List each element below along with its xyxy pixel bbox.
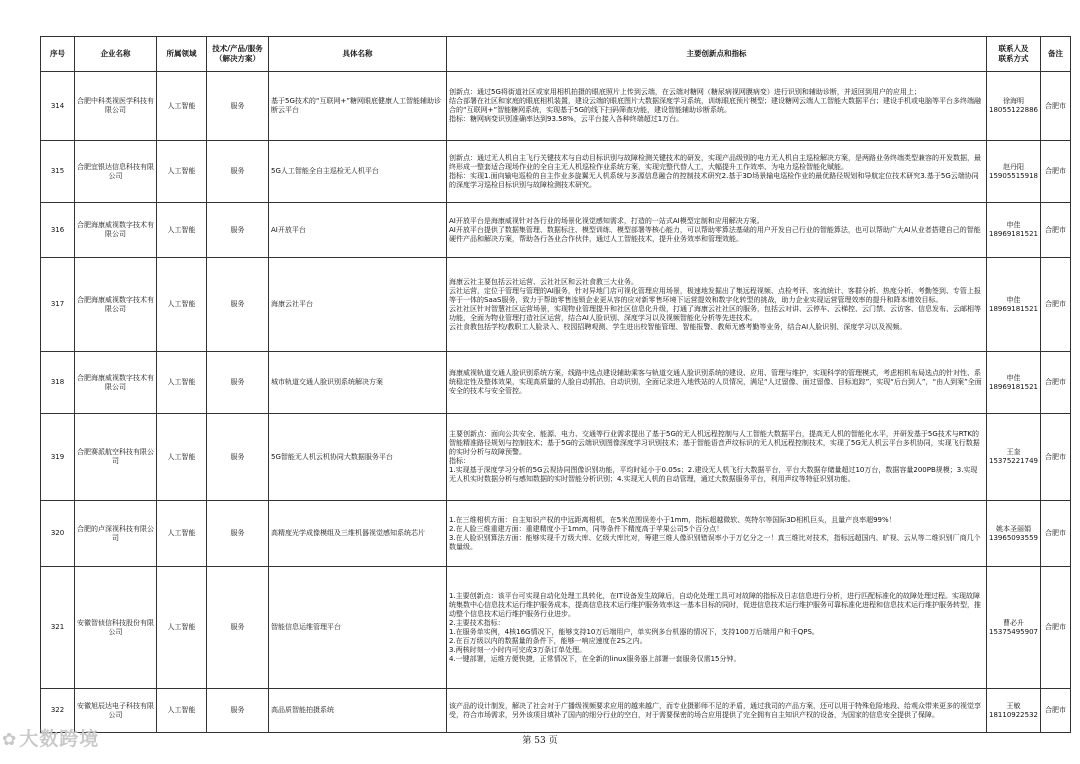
cell-detail: 1.在三维相机方面：自主知识产权的中远距离相机，在5米范围误差小于1mm，指标超越微软、英特尔等国际3D相机巨头，且量产良率超99%！ 2.在人脸三维重建方面：重建精度小于1mm，同等条件下精度高于苹果公司5个百分点！ 3.在人脸识别算法方面：能够实现千万级大库、亿级大库比对，筹建三维人像识别错误率小于万亿分之一！真三维比对技术，指标远超国内、旷视、云从等二维识别厂商几个数量级。: [447, 501, 987, 567]
header-type: 技术/产品/服务 （解决方案）: [207, 37, 269, 72]
cell-field: 人工智能: [157, 258, 207, 352]
header-name: 具体名称: [269, 37, 447, 72]
cell-detail: 该产品的设计制发，解决了社会对于广播级视频要求应用的越来越广，而专业摄影师不足的矛盾，通过我司的产品方案，还可以用于特殊危险地段、给观众带来更多的视觉享受，符合市场需求，另外该项目填补了国内的细分行业的空白，对于需要保密的场合应用提供了完全拥有自主知识产权的设备，为国家的信息安全提供了保障。: [447, 689, 987, 733]
header-seq: 序号: [41, 37, 75, 72]
header-company: 企业名称: [75, 37, 157, 72]
watermark-text: 大数跨境: [19, 728, 100, 750]
cell-name: 城市轨道交通人脸识别系统解决方案: [269, 352, 447, 414]
cell-company: 安徽智侦信科技股份有限公司: [75, 567, 157, 689]
table-row: [41, 203, 1071, 258]
contact-phone: 15905515918: [989, 171, 1038, 180]
header-innovation: 主要创新点和指标: [447, 37, 987, 72]
cell-name: AI开放平台: [269, 203, 447, 258]
cell-detail: AI开放平台是海康威视针对各行业的场景化视觉感知需求，打造的一站式AI模型定制和应用解决方案。 AI开放平台提供了数据集管理、数据标注、模型训练、模型部署等核心能力，可以帮助零算法基础的用户开发自己行业的智能算法，也可以帮助广大AI从业者搭建自己的智能硬件产品和解决方案，帮助各行各业合作伙伴，通过人工智能技术，提升业务效率和管理效能。: [447, 203, 987, 258]
cell-detail: 创新点：通过无人机自主飞行关键技术与自动目标识别与故障检测关键技术的研发，实现产品级别的电力无人机自主巡检解决方案，是两路业务终端类型兼容的开发数据，最终形成一整套适合现场作业的全自主无人机巡检作业系统方案，实现完整代替人工，大幅提升工作效率、为电力巡检智能化赋能。 指标：实现1.面向输电巡检的自主作业多旋翼无人机系统与多源信息融合的控制技术研究2.基于3D场景输电巡检作业的最优路径规划和导航定位技术研究3.基于5G云端协同的深度学习巡检目标识别与故障检测技术研究。: [447, 141, 987, 203]
table-row: [41, 258, 1071, 352]
cell-seq: 317: [41, 258, 75, 352]
cell-name: 高品质智能拍摄系统: [269, 689, 447, 733]
cell-type: 服务: [207, 141, 269, 203]
contact-name: 王敏: [1006, 701, 1021, 710]
page-number: 第 53 页: [522, 736, 558, 746]
contact-phone: 15375221749: [989, 457, 1038, 465]
table-header-row: [41, 37, 1071, 72]
cell-company: 安徽旭辰达电子科技有限公司: [75, 689, 157, 733]
cell-type: 服务: [207, 414, 269, 501]
table-row: [41, 567, 1071, 689]
contact-phone: 15375495907: [989, 627, 1038, 636]
wm-brand-icon: ✿: [2, 730, 18, 750]
contact-name: 赵丹阳: [1003, 162, 1024, 171]
cell-contact: [987, 141, 1041, 203]
contact-name: 姚本圣丽娟: [996, 524, 1031, 533]
cell-field: 人工智能: [157, 567, 207, 689]
cell-name: 基于5G技术的“互联网+”糖网眼底健康人工智能辅助诊断云平台: [269, 72, 447, 141]
cell-type: 服务: [207, 501, 269, 567]
cell-field: 人工智能: [157, 72, 207, 141]
contact-name: 申佳: [1006, 295, 1021, 304]
enterprise-table: [40, 36, 1071, 733]
table-row: [41, 501, 1071, 567]
cell-note: 合肥市: [1041, 567, 1071, 689]
cell-company: 合肥海康威视数字技术有限公司: [75, 352, 157, 414]
cell-seq: 316: [41, 203, 75, 258]
cell-company: 合肥的卢深视科技有限公司: [75, 501, 157, 567]
cell-detail: 主要创新点：面向公共安全、能源、电力、交通等行业需求提出了基于5G的无人机远程控制与人工智能大数据平台，提高无人机的智能化水平，并研发基于5G技术与RTK的智能精准路径规划与控制技术；基于5G的云端识别图像深度学习识别技术；基于智能语音声纹标识的无人机远程控制技术，实现了5G无人机云平台多机协同，实现飞行数据的实时分析与故障预警。 指标： 1.实现基于深度学习分析的5G云视协同图像识别功能，平均时延小于0.05s；2.建设无人机飞行大数据平台，平台大数据存储量超过10万台，数据容量200PB规模；3.实现无人机实时数据分析与感知数据的实时智能分析识别；4.实现无人机的自动管理，通过大数据服务平台，利用声纹等特征识别功能。: [447, 414, 987, 501]
cell-field: 人工智能: [157, 414, 207, 501]
cell-type: 服务: [207, 689, 269, 733]
table-row: [41, 141, 1071, 203]
cell-seq: 320: [41, 501, 75, 567]
contact-name: 申佳: [1006, 221, 1021, 229]
contact-phone: 13965093559: [989, 533, 1038, 542]
cell-company: 合肥赛派航空科技有限公司: [75, 414, 157, 501]
watermark-logo: [2, 724, 99, 751]
cell-field: 人工智能: [157, 352, 207, 414]
cell-contact: [987, 352, 1041, 414]
cell-field: 人工智能: [157, 689, 207, 733]
cell-type: 服务: [207, 203, 269, 258]
cell-seq: 315: [41, 141, 75, 203]
cell-field: 人工智能: [157, 501, 207, 567]
table-row: [41, 414, 1071, 501]
cell-contact: [987, 203, 1041, 258]
cell-type: 服务: [207, 567, 269, 689]
cell-name: 高精度光学成像模组及三维机器视觉感知系统芯片: [269, 501, 447, 567]
contact-phone: 18969181521: [989, 304, 1038, 313]
contact-phone: 18969181521: [989, 382, 1038, 391]
cell-contact: [987, 258, 1041, 352]
contact-phone: 18055122886: [989, 106, 1038, 114]
cell-seq: 322: [41, 689, 75, 733]
cell-type: 服务: [207, 72, 269, 141]
cell-detail: 1.主要创新点：该平台可实现自动化处理工具转化，在IT设备发生故障后，自动化处理工具可对故障的指标及日志信息进行分析，进行匹配标准化的故障处理过程。实现故障统集数中心信息技术运行维护服务成本，提高信息技术运行维护服务效率这一基本目标的同时，促进信息技术运行维护服务可靠标准化进程和信息技术运行维护服务转型，推动整个信息技术运行维护服务行业进步。 2.主要技术指标： 1.在服务单实例，4核16G情况下，能够支持10万后端用户，单实例多台机器的情况下，支持100万后端用户和千QPS。 2.在百万级以内的数据量的条件下，能够一响应速度在2S之内。 3.两核时刻一小时内可完成3万条订单处理。 4.一键部署，运维方便快捷，正常情况下，在全新的linux服务器上部署一套服务仅需15分钟。: [447, 567, 987, 689]
header-field: 所属领域: [157, 37, 207, 72]
cell-type: 服务: [207, 352, 269, 414]
contact-name: 申佳: [1006, 373, 1021, 382]
cell-note: 合肥市: [1041, 72, 1071, 141]
table-row: [41, 689, 1071, 733]
cell-note: 合肥市: [1041, 258, 1071, 352]
table-row: [41, 352, 1071, 414]
cell-contact: [987, 501, 1041, 567]
cell-note: 合肥市: [1041, 352, 1071, 414]
cell-contact: [987, 72, 1041, 141]
cell-contact: [987, 689, 1041, 733]
contact-name: 徐海明: [1003, 97, 1024, 105]
contact-name: 曹必升: [1003, 618, 1024, 627]
contact-phone: 18110922532: [989, 710, 1038, 719]
cell-detail: 海康云社主要包括云社运营、云社社区和云社食教三大业务。 云社运营，定位于管理与管理的AI服务，针对异地门店可视化管理应用场景，极速地发掘出了集远程视频、点检考评、客流统计、客群分析、热度分析、考勤签到、专管上报等于一体的SaaS服务，致力于帮助零售连锁企业更从容的应对新零售环境下运营提效和数字化转型的挑战，助力企业实现运营管理效率的提升和降本增效目标。 云社社区针对智慧社区运营场景，实现物业管理提升和社区信息化升级，打通了海康云社社区的服务，包括云对讲、云停车、云梯控、云门禁、云访客、信息发布、云邮相等功能，全面为物业管理打造社区运营，结合AI人脸识别、深度学习以及视频智能化分析等先进技术。 云社食教包括学校/教职工人脸录入、校园招聘观测、学生进出校智能管理、智能报警、教师无感考勤等业务，结合AI人脸识别、深度学习以及视频。: [447, 258, 987, 352]
cell-detail: 海康威视轨道交通人脸识别系统方案，线路中选点建设辅助乘客与轨道交通人脸识别系统的建设、应用、管理与维护，实现科学的管理模式，考虑相机布局选点的针对性、系统稳定性及整体效果，实现高质量的人脸自动抓拍、自动识别，全面记录进入地铁站的人员情况，满足“人过留像、面过留像、目标追踪”，实现“后台到人”，“由人到案”全面安全的技术与安全管控。: [447, 352, 987, 414]
contact-phone: 18969181521: [989, 230, 1038, 238]
cell-company: 合肥海康威视数字技术有限公司: [75, 258, 157, 352]
cell-detail: 创新点：通过5G将街道社区或家用相机拍摄的眼底照片上传到云端，在云端对糖网（糖尿病视网膜病变）进行识别和辅助诊断，并返回到用户的应用上； 结合部署在社区和家庭的眼底相机装置，建设云端的眼底图片大数据深度学习系统，训练眼底预片模型；建设糖网云端人工智能大数据平台；建设手机或电脑等平台多终端融合的“互联网+”智能糖网系统，实现基于5G的线下扫码筛查功能，建设智能辅助诊断系统。 指标：糖网病变识别准确率达到93.58%，云平台接入各种终端超过1万台。: [447, 72, 987, 141]
cell-contact: [987, 567, 1041, 689]
cell-seq: 321: [41, 567, 75, 689]
cell-note: 合肥市: [1041, 141, 1071, 203]
cell-type: 服务: [207, 258, 269, 352]
cell-company: 合肥中科类视医学科技有限公司: [75, 72, 157, 141]
cell-note: 合肥市: [1041, 203, 1071, 258]
cell-note: 合肥市: [1041, 689, 1071, 733]
cell-company: 合肥宜银达信息科技有限公司: [75, 141, 157, 203]
cell-name: 5G智能无人机云机协同大数据服务平台: [269, 414, 447, 501]
cell-name: 5G人工智能全自主巡检无人机平台: [269, 141, 447, 203]
cell-note: 合肥市: [1041, 501, 1071, 567]
table-row: [41, 72, 1071, 141]
cell-seq: 314: [41, 72, 75, 141]
cell-company: 合肥海康威视数字技术有限公司: [75, 203, 157, 258]
cell-contact: [987, 414, 1041, 501]
cell-name: 智能信息运维管理平台: [269, 567, 447, 689]
cell-note: 合肥市: [1041, 414, 1071, 501]
contact-name: 王奎: [1006, 448, 1021, 456]
cell-seq: 318: [41, 352, 75, 414]
cell-seq: 319: [41, 414, 75, 501]
header-contact: 联系人及 联系方式: [987, 37, 1041, 72]
cell-field: 人工智能: [157, 141, 207, 203]
header-note: 备注: [1041, 37, 1071, 72]
cell-name: 海康云社平台: [269, 258, 447, 352]
cell-field: 人工智能: [157, 203, 207, 258]
